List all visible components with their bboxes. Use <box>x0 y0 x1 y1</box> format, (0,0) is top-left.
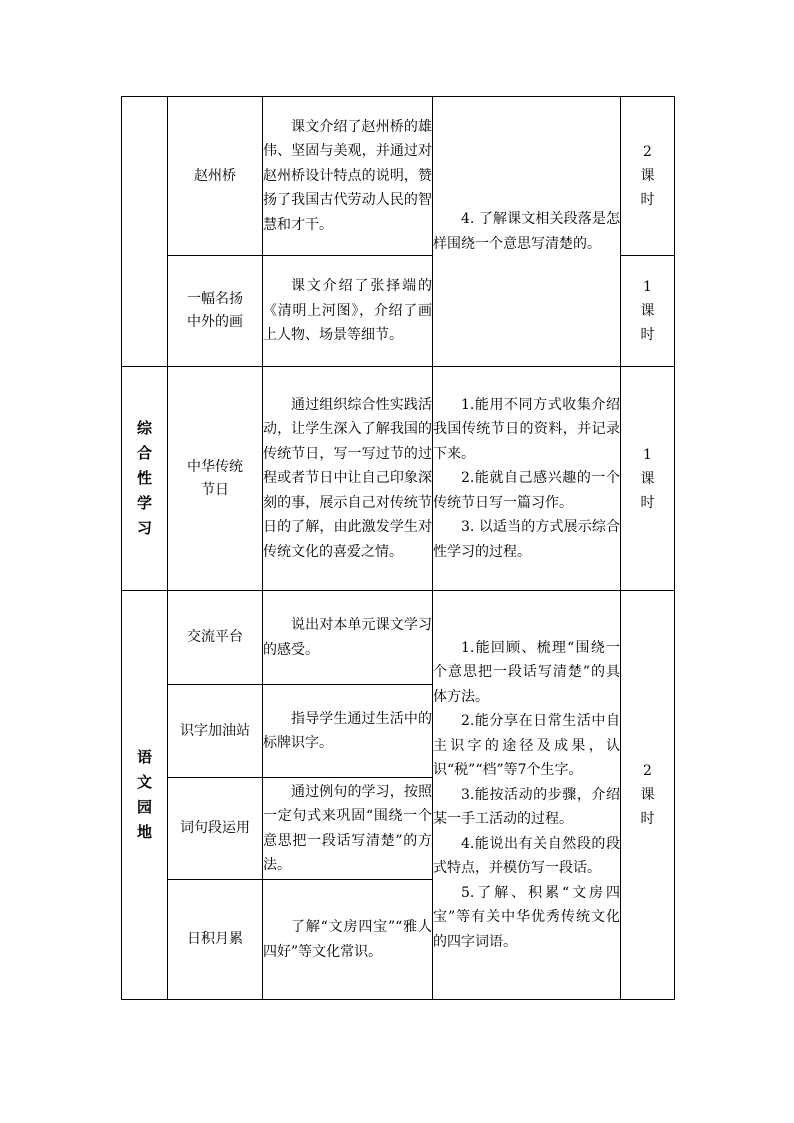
period-cell <box>621 256 675 367</box>
goal-item: 3. 以适当的方式展示综合性学习的过程。 <box>433 519 620 560</box>
goal-cell <box>433 367 621 591</box>
period-cell <box>621 367 675 591</box>
lesson-name-cell <box>168 367 263 591</box>
period-cell <box>621 97 675 256</box>
period-label: 2课时 <box>640 763 655 827</box>
lesson-name: 交流平台 <box>187 629 243 645</box>
lesson-content-cell <box>263 367 433 591</box>
table-row <box>122 367 675 591</box>
goal-item: 4.能说出有关自然段的段式特点，并模仿写一段话。 <box>433 835 620 877</box>
period-label: 1课时 <box>640 279 655 343</box>
lesson-name: 识字加油站 <box>180 722 250 739</box>
goal-item: 2.能分享在日常生活中自主识字的途径及成果，认识“税”“档”等7个生字。 <box>433 713 620 779</box>
lesson-name: 中华传统节日 <box>187 458 243 498</box>
lesson-content: 课文介绍了赵州桥的雄伟、坚固与美观，并通过对赵州桥设计特点的说明，赞扬了我国古代劳动人民的智慧和才干。 <box>263 118 432 233</box>
unit-cell <box>122 367 168 591</box>
table-row <box>122 97 675 256</box>
lesson-name: 赵州桥 <box>194 167 236 184</box>
lesson-name-cell <box>168 685 263 778</box>
goal-item: 1.能回顾、梳理“围绕一个意思把一段话写清楚”的具体方法。 <box>433 639 620 705</box>
unit-cell <box>122 97 168 367</box>
lesson-content-cell <box>263 97 433 256</box>
period-cell <box>621 591 675 1000</box>
lesson-name-cell <box>168 778 263 880</box>
lesson-name: 一幅名扬中外的画 <box>187 291 243 330</box>
unit-label: 语文园地 <box>136 748 152 841</box>
lesson-name-cell <box>168 880 263 1000</box>
lesson-content: 指导学生通过生活中的标牌识字。 <box>263 710 432 751</box>
lesson-name-cell <box>168 256 263 367</box>
lesson-plan-table <box>121 96 675 1000</box>
lesson-content: 说出对本单元课文学习的感受。 <box>263 617 432 658</box>
goal-cell <box>433 591 621 1000</box>
lesson-name-cell <box>168 97 263 256</box>
period-label: 2课时 <box>640 144 655 208</box>
lesson-name: 日积月累 <box>187 931 243 947</box>
period-label: 1课时 <box>640 446 655 511</box>
lesson-content: 通过组织综合性实践活动，让学生深入了解我国的传统节日，写一写过节的过程或者节日中让自己印象深刻的事，展示自己对传统节日的了解，由此激发学生对传统文化的喜爱之情。 <box>263 396 432 560</box>
lesson-content-cell <box>263 778 433 880</box>
goal-item: 5.了解、积累“文房四宝”等有关中华优秀传统文化的四字词语。 <box>433 884 620 950</box>
lesson-content-cell <box>263 880 433 1000</box>
lesson-content-cell <box>263 685 433 778</box>
lesson-name: 词句段运用 <box>180 820 250 836</box>
lesson-content-cell <box>263 591 433 685</box>
lesson-content: 了解“文房四宝”“雅人四好”等文化常识。 <box>263 919 432 960</box>
lesson-content-cell <box>263 256 433 367</box>
goal-item: 4. 了解课文相关段落是怎样围绕一个意思写清楚的。 <box>433 211 620 252</box>
lesson-content: 通过例句的学习，按照一定句式来巩固“围绕一个意思把一段话写清楚”的方法。 <box>263 783 432 873</box>
goal-item: 1.能用不同方式收集介绍我国传统节日的资料，并记录下来。 <box>433 396 620 462</box>
table-row <box>122 591 675 685</box>
unit-cell <box>122 591 168 1000</box>
goal-item: 2.能就自己感兴趣的一个传统节日写一篇习作。 <box>433 470 620 511</box>
goal-item: 3.能按活动的步骤，介绍某一手工活动的过程。 <box>433 786 620 828</box>
goal-cell <box>433 97 621 367</box>
lesson-content: 课文介绍了张择端的《清明上河图》，介绍了画上人物、场景等细节。 <box>263 278 432 344</box>
lesson-name-cell <box>168 591 263 685</box>
unit-label: 综合性学习 <box>136 419 152 537</box>
